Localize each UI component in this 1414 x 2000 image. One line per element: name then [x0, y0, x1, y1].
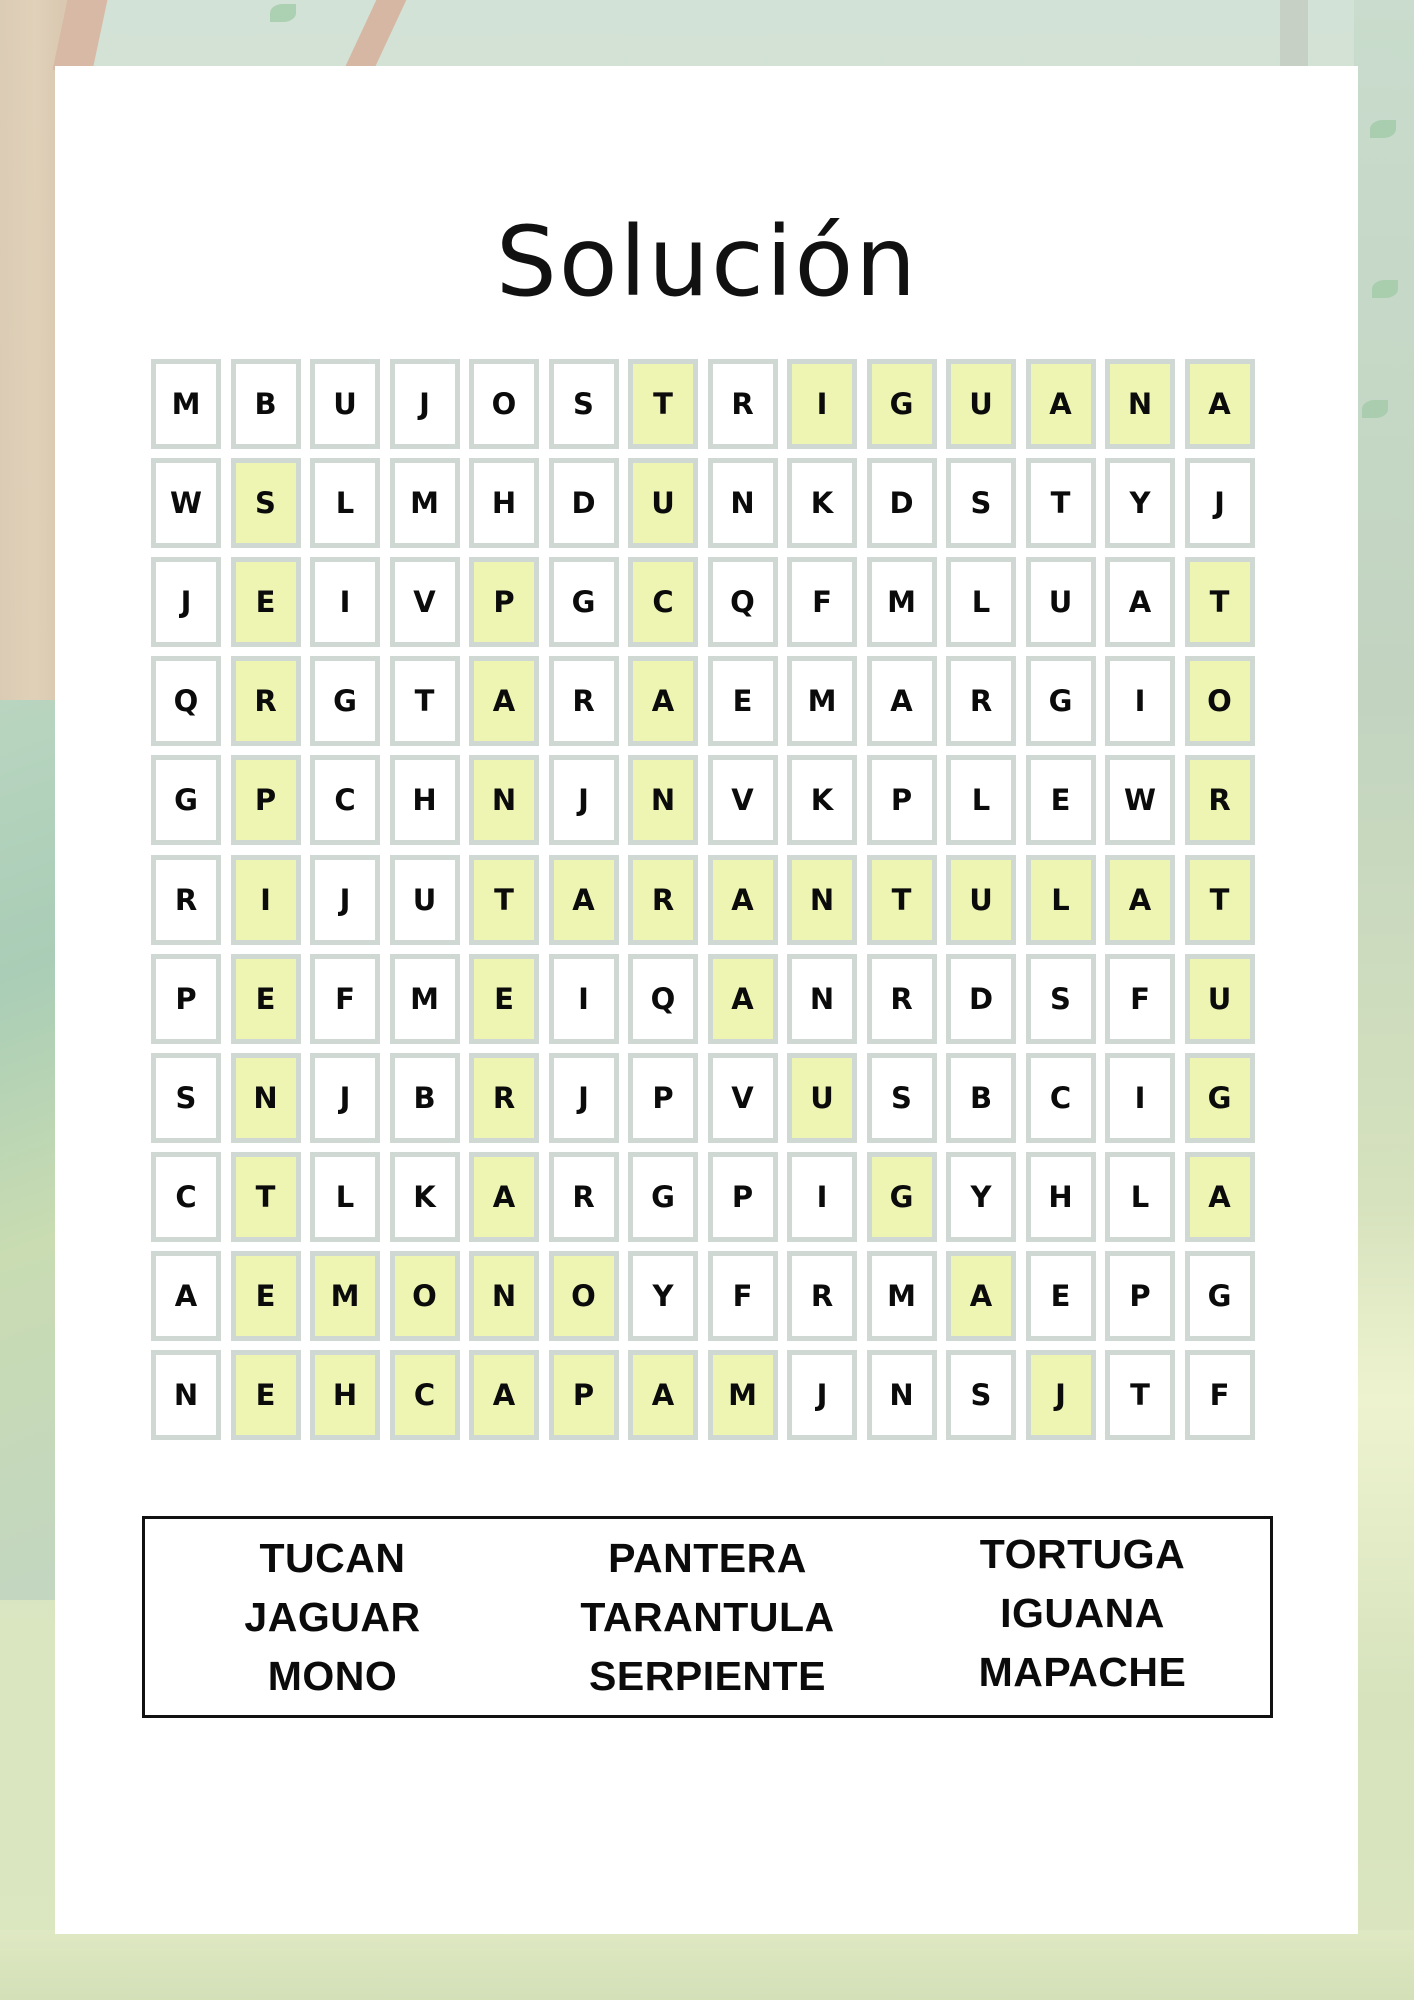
grid-cell: Q — [628, 954, 698, 1044]
word-item: MONO — [267, 1652, 398, 1699]
grid-cell: P — [708, 1152, 778, 1242]
background-branch — [1280, 0, 1308, 70]
grid-cell-highlighted: U — [1185, 954, 1255, 1044]
grid-cell: R — [549, 656, 619, 746]
grid-cell: V — [390, 557, 460, 647]
grid-cell: L — [1105, 1152, 1175, 1242]
grid-cell: C — [1026, 1053, 1096, 1143]
grid-cell: Y — [628, 1251, 698, 1341]
grid-cell: A — [867, 656, 937, 746]
grid-cell: F — [310, 954, 380, 1044]
grid-cell-highlighted: N — [231, 1053, 301, 1143]
grid-cell: F — [1185, 1350, 1255, 1440]
grid-cell: G — [1026, 656, 1096, 746]
grid-cell-highlighted: O — [390, 1251, 460, 1341]
word-item: TUCAN — [259, 1534, 406, 1581]
grid-cell-highlighted: M — [708, 1350, 778, 1440]
word-item: IGUANA — [1000, 1589, 1165, 1636]
grid-cell-highlighted: R — [628, 855, 698, 945]
grid-cell-highlighted: T — [628, 359, 698, 449]
word-item: JAGUAR — [244, 1593, 421, 1640]
grid-cell-highlighted: N — [469, 755, 539, 845]
grid-cell: D — [946, 954, 1016, 1044]
grid-cell-highlighted: A — [469, 656, 539, 746]
grid-cell-highlighted: N — [469, 1251, 539, 1341]
grid-cell: M — [787, 656, 857, 746]
grid-cell: Q — [151, 656, 221, 746]
grid-cell: K — [787, 755, 857, 845]
grid-cell-highlighted: G — [867, 359, 937, 449]
grid-cell-highlighted: R — [231, 656, 301, 746]
grid-cell-highlighted: C — [628, 557, 698, 647]
grid-cell: M — [867, 1251, 937, 1341]
grid-cell-highlighted: T — [1185, 557, 1255, 647]
grid-cell: N — [787, 954, 857, 1044]
grid-cell-highlighted: U — [628, 458, 698, 548]
grid-cell: L — [946, 755, 1016, 845]
grid-cell: L — [946, 557, 1016, 647]
grid-cell-highlighted: U — [946, 855, 1016, 945]
grid-cell: B — [231, 359, 301, 449]
grid-cell: L — [310, 1152, 380, 1242]
grid-cell: P — [867, 755, 937, 845]
grid-cell: N — [151, 1350, 221, 1440]
grid-cell: T — [1026, 458, 1096, 548]
grid-cell-highlighted: O — [549, 1251, 619, 1341]
grid-cell-highlighted: T — [1185, 855, 1255, 945]
grid-cell: F — [708, 1251, 778, 1341]
grid-cell-highlighted: T — [867, 855, 937, 945]
grid-cell: S — [549, 359, 619, 449]
grid-cell-highlighted: U — [787, 1053, 857, 1143]
grid-cell: H — [1026, 1152, 1096, 1242]
grid-cell-highlighted: A — [1185, 359, 1255, 449]
grid-cell-highlighted: J — [1026, 1350, 1096, 1440]
grid-cell: U — [310, 359, 380, 449]
grid-cell: G — [151, 755, 221, 845]
grid-cell: B — [390, 1053, 460, 1143]
grid-cell: K — [390, 1152, 460, 1242]
grid-cell-highlighted: P — [231, 755, 301, 845]
page-title: Solución — [495, 206, 919, 319]
grid-cell-highlighted: A — [549, 855, 619, 945]
grid-cell-highlighted: N — [628, 755, 698, 845]
grid-cell-highlighted: H — [310, 1350, 380, 1440]
grid-cell-highlighted: E — [231, 1350, 301, 1440]
grid-cell: J — [310, 1053, 380, 1143]
word-item: SERPIENTE — [589, 1652, 826, 1699]
grid-cell-highlighted: E — [231, 954, 301, 1044]
grid-cell: R — [549, 1152, 619, 1242]
grid-cell: I — [1105, 656, 1175, 746]
grid-cell: F — [787, 557, 857, 647]
grid-cell: M — [151, 359, 221, 449]
grid-cell-highlighted: E — [231, 1251, 301, 1341]
grid-cell-highlighted: C — [390, 1350, 460, 1440]
grid-cell: R — [708, 359, 778, 449]
grid-cell-highlighted: M — [310, 1251, 380, 1341]
grid-cell: I — [1105, 1053, 1175, 1143]
grid-cell: S — [867, 1053, 937, 1143]
grid-cell-highlighted: A — [628, 656, 698, 746]
grid-cell: H — [390, 755, 460, 845]
grid-cell: A — [151, 1251, 221, 1341]
grid-cell: G — [1185, 1251, 1255, 1341]
grid-cell: S — [946, 458, 1016, 548]
grid-cell: G — [549, 557, 619, 647]
grid-cell-highlighted: L — [1026, 855, 1096, 945]
grid-cell: V — [708, 755, 778, 845]
grid-cell: P — [151, 954, 221, 1044]
grid-cell: D — [867, 458, 937, 548]
grid-cell-highlighted: A — [469, 1152, 539, 1242]
grid-cell-highlighted: U — [946, 359, 1016, 449]
grid-cell: S — [1026, 954, 1096, 1044]
leaf-icon — [1362, 400, 1388, 418]
grid-cell: C — [151, 1152, 221, 1242]
grid-cell-highlighted: T — [469, 855, 539, 945]
grid-cell: L — [310, 458, 380, 548]
leaf-icon — [270, 4, 296, 22]
grid-cell-highlighted: A — [708, 855, 778, 945]
grid-cell-highlighted: I — [787, 359, 857, 449]
grid-cell-highlighted: P — [469, 557, 539, 647]
word-list-column-3 — [895, 1515, 1270, 1711]
grid-cell-highlighted: R — [1185, 755, 1255, 845]
grid-cell-highlighted: A — [1185, 1152, 1255, 1242]
grid-cell-highlighted: A — [708, 954, 778, 1044]
grid-cell: O — [469, 359, 539, 449]
grid-cell: F — [1105, 954, 1175, 1044]
grid-cell-highlighted: T — [231, 1152, 301, 1242]
grid-cell: T — [390, 656, 460, 746]
grid-cell: E — [1026, 755, 1096, 845]
grid-cell: J — [787, 1350, 857, 1440]
grid-cell: S — [946, 1350, 1016, 1440]
grid-cell: E — [708, 656, 778, 746]
grid-cell: T — [1105, 1350, 1175, 1440]
grid-cell: I — [310, 557, 380, 647]
grid-cell: C — [310, 755, 380, 845]
grid-cell: D — [549, 458, 619, 548]
word-search-grid — [151, 359, 1256, 1441]
grid-cell: M — [867, 557, 937, 647]
grid-cell-highlighted: I — [231, 855, 301, 945]
grid-cell: S — [151, 1053, 221, 1143]
grid-cell: J — [1185, 458, 1255, 548]
grid-cell: M — [390, 954, 460, 1044]
grid-cell-highlighted: R — [469, 1053, 539, 1143]
word-item: MAPACHE — [978, 1648, 1187, 1695]
grid-cell: Y — [1105, 458, 1175, 548]
word-item: TORTUGA — [979, 1530, 1186, 1577]
grid-cell: A — [1105, 557, 1175, 647]
grid-cell-highlighted: E — [231, 557, 301, 647]
grid-cell: Y — [946, 1152, 1016, 1242]
leaf-icon — [1370, 120, 1396, 138]
grid-cell-highlighted: N — [1105, 359, 1175, 449]
grid-cell: Q — [708, 557, 778, 647]
grid-cell: G — [628, 1152, 698, 1242]
grid-cell: N — [867, 1350, 937, 1440]
grid-cell: P — [628, 1053, 698, 1143]
grid-cell: U — [1026, 557, 1096, 647]
grid-cell-highlighted: G — [1185, 1053, 1255, 1143]
grid-cell: E — [1026, 1251, 1096, 1341]
grid-cell-highlighted: A — [946, 1251, 1016, 1341]
word-list-column-2 — [520, 1519, 895, 1715]
grid-cell: J — [390, 359, 460, 449]
grid-cell-highlighted: P — [549, 1350, 619, 1440]
grid-cell: W — [151, 458, 221, 548]
grid-cell: I — [549, 954, 619, 1044]
grid-cell-highlighted: A — [469, 1350, 539, 1440]
grid-cell-highlighted: A — [628, 1350, 698, 1440]
grid-cell: W — [1105, 755, 1175, 845]
grid-cell: J — [549, 755, 619, 845]
grid-cell: R — [867, 954, 937, 1044]
grid-cell-highlighted: O — [1185, 656, 1255, 746]
grid-cell: I — [787, 1152, 857, 1242]
grid-cell: K — [787, 458, 857, 548]
grid-cell: P — [1105, 1251, 1175, 1341]
grid-cell-highlighted: N — [787, 855, 857, 945]
word-item: TARANTULA — [580, 1593, 835, 1640]
grid-cell-highlighted: A — [1105, 855, 1175, 945]
grid-cell: J — [549, 1053, 619, 1143]
grid-cell: M — [390, 458, 460, 548]
grid-cell: U — [390, 855, 460, 945]
grid-cell-highlighted: S — [231, 458, 301, 548]
grid-cell: R — [946, 656, 1016, 746]
grid-cell: G — [310, 656, 380, 746]
grid-cell: J — [310, 855, 380, 945]
background-branch — [344, 0, 407, 70]
grid-cell: B — [946, 1053, 1016, 1143]
grid-cell: N — [708, 458, 778, 548]
word-list-box — [142, 1516, 1273, 1718]
grid-cell: R — [787, 1251, 857, 1341]
grid-cell: J — [151, 557, 221, 647]
grid-cell-highlighted: E — [469, 954, 539, 1044]
grid-cell-highlighted: A — [1026, 359, 1096, 449]
grid-cell: V — [708, 1053, 778, 1143]
grid-cell: H — [469, 458, 539, 548]
word-list-column-1 — [145, 1519, 520, 1715]
background-ground — [0, 1930, 1414, 2000]
grid-cell-highlighted: G — [867, 1152, 937, 1242]
grid-cell: R — [151, 855, 221, 945]
word-item: PANTERA — [608, 1534, 807, 1581]
